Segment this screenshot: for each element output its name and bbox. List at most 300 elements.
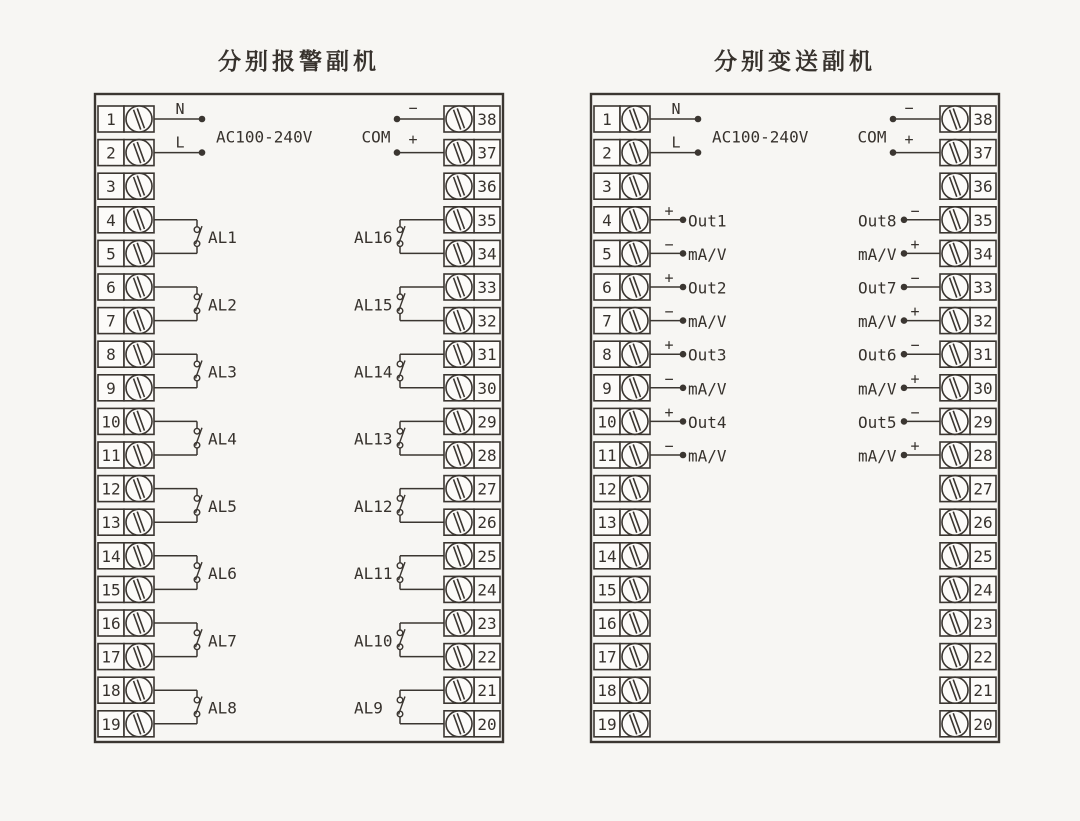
terminal-number: 33 xyxy=(973,278,993,297)
transmitter-unit-output-mA-V-30 xyxy=(858,370,940,399)
terminal-number: 12 xyxy=(597,479,617,499)
screw-terminal-icon xyxy=(622,644,648,670)
terminal-number: 35 xyxy=(973,210,993,230)
transmitter-unit-output-Out4-10 xyxy=(650,403,727,432)
relay-label: AL16 xyxy=(354,228,393,248)
alarm-unit-relay-AL15 xyxy=(354,287,444,321)
terminal-number: 2 xyxy=(106,143,116,163)
polarity-sign: − xyxy=(664,235,674,254)
connection-dot xyxy=(680,250,687,257)
transmitter-unit-terminal-24 xyxy=(940,576,996,602)
screw-terminal-icon xyxy=(126,140,152,166)
terminal-number: 9 xyxy=(106,378,116,398)
screw-terminal-icon xyxy=(622,375,648,401)
alarm-unit-terminal-22 xyxy=(444,644,500,670)
polarity-sign: − xyxy=(910,201,920,220)
terminal-number: 4 xyxy=(106,210,116,230)
terminal-number: 20 xyxy=(477,714,497,734)
alarm-unit-relay-AL4 xyxy=(154,421,237,455)
alarm-unit-relay-AL14 xyxy=(354,354,444,388)
output-label: mA/V xyxy=(688,379,727,399)
relay-label: AL4 xyxy=(208,429,237,449)
terminal-number: 37 xyxy=(973,143,993,163)
output-label: Out1 xyxy=(688,211,727,231)
alarm-unit-relay-AL12 xyxy=(354,489,444,523)
alarm-unit-terminal-20 xyxy=(444,711,500,737)
terminal-number: 27 xyxy=(477,479,497,499)
screw-terminal-icon xyxy=(446,106,472,132)
terminal-number: 37 xyxy=(477,143,497,163)
polarity-sign: + xyxy=(910,437,920,455)
terminal-number: 30 xyxy=(477,378,497,398)
polarity-sign: + xyxy=(664,269,674,287)
screw-terminal-icon xyxy=(126,677,152,703)
contact-circle xyxy=(194,630,200,636)
terminal-number: 1 xyxy=(106,110,116,129)
screw-terminal-icon xyxy=(126,476,152,502)
terminal-number: 29 xyxy=(973,412,993,432)
alarm-unit-terminal-3 xyxy=(98,173,154,199)
alarm-unit-relay-AL8 xyxy=(154,690,237,724)
screw-terminal-icon xyxy=(446,341,472,367)
terminal-number: 18 xyxy=(597,681,617,701)
live-label: L xyxy=(671,133,681,152)
transmitter-unit-terminal-9 xyxy=(594,375,650,401)
alarm-unit-terminal-33 xyxy=(444,274,500,300)
terminal-number: 31 xyxy=(477,345,497,365)
relay-label: AL1 xyxy=(208,228,237,248)
minus-sign: − xyxy=(904,99,914,117)
terminal-number: 9 xyxy=(602,378,612,398)
terminal-number: 36 xyxy=(477,177,497,197)
relay-label: AL6 xyxy=(208,564,237,584)
screw-terminal-icon xyxy=(622,173,648,199)
terminal-number: 8 xyxy=(106,345,116,365)
relay-label: AL2 xyxy=(208,295,237,315)
screw-terminal-icon xyxy=(446,308,472,334)
terminal-number: 22 xyxy=(973,647,993,667)
screw-terminal-icon xyxy=(446,543,472,569)
alarm-unit-terminal-17 xyxy=(98,644,154,670)
transmitter-unit-terminal-10 xyxy=(594,408,650,434)
transmitter-unit-terminal-22 xyxy=(940,644,996,670)
terminal-number: 14 xyxy=(101,546,121,566)
transmitter-unit-terminal-3 xyxy=(594,173,650,199)
screw-terminal-icon xyxy=(942,610,968,636)
transmitter-unit-terminal-20 xyxy=(940,711,996,737)
polarity-sign: + xyxy=(910,369,920,388)
plus-sign: + xyxy=(904,130,914,149)
screw-terminal-icon xyxy=(942,106,968,132)
terminal-number: 18 xyxy=(101,681,121,701)
alarm-unit-terminal-12 xyxy=(98,476,154,502)
terminal-number: 16 xyxy=(597,614,617,633)
output-label: Out7 xyxy=(858,278,897,298)
screw-terminal-icon xyxy=(942,408,968,434)
screw-terminal-icon xyxy=(622,308,648,334)
transmitter-unit-terminal-28 xyxy=(940,442,996,468)
transmitter-unit-output-Out8-35 xyxy=(858,202,940,231)
screw-terminal-icon xyxy=(942,677,968,703)
relay-label: AL8 xyxy=(208,698,237,718)
transmitter-unit-terminal-8 xyxy=(594,341,650,367)
screw-terminal-icon xyxy=(446,173,472,199)
alarm-unit-terminal-19 xyxy=(98,711,154,737)
output-label: mA/V xyxy=(688,446,727,466)
connection-dot xyxy=(680,385,687,392)
transmitter-unit-output-mA-V-34 xyxy=(858,235,940,264)
output-label: mA/V xyxy=(858,446,897,466)
terminal-number: 13 xyxy=(101,513,121,533)
contact-circle xyxy=(397,630,403,636)
terminal-number: 32 xyxy=(973,311,993,331)
connection-dot xyxy=(680,418,687,425)
terminal-number: 7 xyxy=(106,311,116,331)
transmitter-unit-enclosure-outline xyxy=(591,94,999,742)
alarm-unit-terminal-31 xyxy=(444,341,500,367)
screw-terminal-icon xyxy=(942,442,968,468)
transmitter-unit-terminal-13 xyxy=(594,509,650,535)
output-label: Out8 xyxy=(858,211,897,231)
output-label: mA/V xyxy=(688,244,727,264)
terminal-number: 25 xyxy=(973,546,993,566)
polarity-sign: − xyxy=(910,269,920,287)
screw-terminal-icon xyxy=(126,106,152,132)
screw-terminal-icon xyxy=(942,341,968,367)
screw-terminal-icon xyxy=(446,442,472,468)
transmitter-unit-output-mA-V-7 xyxy=(650,303,727,332)
screw-terminal-icon xyxy=(446,476,472,502)
connection-dot xyxy=(901,452,908,459)
com-label: COM xyxy=(361,127,391,147)
terminal-number: 1 xyxy=(602,110,612,129)
screw-terminal-icon xyxy=(942,543,968,569)
terminal-number: 10 xyxy=(597,412,617,432)
screw-terminal-icon xyxy=(622,240,648,266)
screw-terminal-icon xyxy=(622,711,648,737)
terminal-number: 25 xyxy=(477,546,497,566)
contact-circle xyxy=(194,697,200,703)
alarm-unit-terminal-8 xyxy=(98,341,154,367)
terminal-number: 22 xyxy=(477,647,497,667)
transmitter-unit-terminal-6 xyxy=(594,274,650,300)
transmitter-unit-output-Out1-4 xyxy=(650,202,727,231)
connection-dot xyxy=(901,284,908,291)
screw-terminal-icon xyxy=(446,644,472,670)
transmitter-unit-terminal-29 xyxy=(940,408,996,434)
transmitter-unit-terminal-25 xyxy=(940,543,996,569)
neutral-label: N xyxy=(175,100,185,118)
transmitter-unit-terminal-23 xyxy=(940,610,996,636)
transmitter-unit-terminal-18 xyxy=(594,677,650,703)
connection-dot xyxy=(901,317,908,324)
terminal-number: 35 xyxy=(477,210,497,230)
screw-terminal-icon xyxy=(942,308,968,334)
alarm-unit-terminal-27 xyxy=(444,476,500,502)
connection-dot xyxy=(901,351,908,358)
screw-terminal-icon xyxy=(622,610,648,636)
screw-terminal-icon xyxy=(942,576,968,602)
screw-terminal-icon xyxy=(622,408,648,434)
screw-terminal-icon xyxy=(622,207,648,233)
connection-dot xyxy=(680,317,687,324)
terminal-number: 34 xyxy=(973,244,993,264)
transmitter-unit-terminal-26 xyxy=(940,509,996,535)
plus-sign: + xyxy=(408,130,418,149)
transmitter-unit-terminal-34 xyxy=(940,240,996,266)
screw-terminal-icon xyxy=(126,240,152,266)
screw-terminal-icon xyxy=(126,442,152,468)
alarm-unit-terminal-32 xyxy=(444,308,500,334)
terminal-number: 17 xyxy=(101,647,121,667)
alarm-unit-relay-AL6 xyxy=(154,556,237,590)
voltage-label: AC100-240V xyxy=(712,127,809,147)
terminal-number: 38 xyxy=(477,110,497,129)
alarm-unit-enclosure-outline xyxy=(95,94,503,742)
alarm-unit-terminal-36 xyxy=(444,173,500,199)
relay-label: AL11 xyxy=(354,564,393,584)
relay-label: AL7 xyxy=(208,631,237,651)
transmitter-unit-diagram xyxy=(591,94,999,742)
screw-terminal-icon xyxy=(622,476,648,502)
terminal-number: 8 xyxy=(602,345,612,365)
connection-dot xyxy=(394,149,401,156)
connection-dot xyxy=(901,217,908,224)
terminal-number: 5 xyxy=(106,244,116,264)
polarity-sign: − xyxy=(664,437,674,455)
screw-terminal-icon xyxy=(446,610,472,636)
alarm-unit-terminal-38 xyxy=(444,106,500,132)
terminal-number: 24 xyxy=(973,580,993,600)
alarm-unit-terminal-2 xyxy=(98,140,154,166)
screw-terminal-icon xyxy=(126,207,152,233)
alarm-unit-relay-AL11 xyxy=(354,556,444,590)
terminal-number: 16 xyxy=(101,614,121,633)
screw-terminal-icon xyxy=(622,274,648,300)
screw-terminal-icon xyxy=(942,711,968,737)
alarm-unit-relay-AL3 xyxy=(154,354,237,388)
transmitter-unit-terminal-32 xyxy=(940,308,996,334)
alarm-unit-terminal-6 xyxy=(98,274,154,300)
alarm-unit-terminal-35 xyxy=(444,207,500,233)
terminal-number: 14 xyxy=(597,546,617,566)
alarm-unit-relay-AL2 xyxy=(154,287,237,321)
screw-terminal-icon xyxy=(126,610,152,636)
transmitter-unit-output-mA-V-11 xyxy=(650,437,727,466)
terminal-number: 13 xyxy=(597,513,617,533)
screw-terminal-icon xyxy=(942,509,968,535)
live-label: L xyxy=(175,133,185,152)
screw-terminal-icon xyxy=(126,711,152,737)
screw-terminal-icon xyxy=(942,476,968,502)
contact-circle xyxy=(194,294,200,300)
terminal-number: 26 xyxy=(477,513,497,533)
alarm-unit-terminal-37 xyxy=(444,140,500,166)
connection-dot xyxy=(680,351,687,358)
alarm-unit-terminal-10 xyxy=(98,408,154,434)
output-label: Out5 xyxy=(858,412,897,432)
transmitter-unit-output-mA-V-32 xyxy=(858,303,940,332)
screw-terminal-icon xyxy=(942,240,968,266)
minus-sign: − xyxy=(408,99,418,117)
alarm-unit-terminal-9 xyxy=(98,375,154,401)
voltage-label: AC100-240V xyxy=(216,127,313,147)
alarm-unit-terminal-26 xyxy=(444,509,500,535)
screw-terminal-icon xyxy=(446,140,472,166)
screw-terminal-icon xyxy=(446,711,472,737)
relay-label: AL3 xyxy=(208,362,237,382)
terminal-number: 36 xyxy=(973,177,993,197)
output-label: Out6 xyxy=(858,345,897,365)
relay-label: AL12 xyxy=(354,496,393,516)
alarm-unit-terminal-14 xyxy=(98,543,154,569)
connection-dot xyxy=(890,116,897,123)
connection-dot xyxy=(680,452,687,459)
terminal-number: 5 xyxy=(602,244,612,264)
com-label: COM xyxy=(857,127,887,147)
contact-circle xyxy=(397,697,403,703)
terminal-number: 3 xyxy=(106,177,116,197)
transmitter-unit-terminal-7 xyxy=(594,308,650,334)
screw-terminal-icon xyxy=(126,543,152,569)
screw-terminal-icon xyxy=(622,442,648,468)
connection-dot xyxy=(901,250,908,257)
alarm-unit-terminal-24 xyxy=(444,576,500,602)
screw-terminal-icon xyxy=(446,375,472,401)
transmitter-unit-terminal-21 xyxy=(940,677,996,703)
screw-terminal-icon xyxy=(942,644,968,670)
screw-terminal-icon xyxy=(622,341,648,367)
terminal-number: 19 xyxy=(597,714,617,734)
terminal-number: 32 xyxy=(477,311,497,331)
relay-label: AL5 xyxy=(208,496,237,516)
alarm-unit-terminal-23 xyxy=(444,610,500,636)
transmitter-unit-terminal-35 xyxy=(940,207,996,233)
output-label: Out2 xyxy=(688,278,727,298)
relay-label: AL15 xyxy=(354,295,393,315)
terminal-number: 4 xyxy=(602,210,612,230)
transmitter-unit-terminal-31 xyxy=(940,341,996,367)
contact-circle xyxy=(397,361,403,367)
transmitter-unit-terminal-19 xyxy=(594,711,650,737)
screw-terminal-icon xyxy=(622,106,648,132)
terminal-number: 3 xyxy=(602,177,612,197)
alarm-unit-terminal-13 xyxy=(98,509,154,535)
terminal-number: 24 xyxy=(477,580,497,600)
connection-dot xyxy=(680,284,687,291)
connection-dot xyxy=(901,385,908,392)
screw-terminal-icon xyxy=(126,644,152,670)
transmitter-unit-terminal-4 xyxy=(594,207,650,233)
alarm-unit-terminal-18 xyxy=(98,677,154,703)
alarm-unit-relay-AL1 xyxy=(154,220,237,254)
transmitter-unit-terminal-15 xyxy=(594,576,650,602)
transmitter-unit-output-Out6-31 xyxy=(858,336,940,365)
alarm-unit-terminal-5 xyxy=(98,240,154,266)
contact-circle xyxy=(194,563,200,569)
output-label: Out3 xyxy=(688,345,727,365)
relay-label: AL10 xyxy=(354,631,393,651)
screw-terminal-icon xyxy=(942,173,968,199)
contact-circle xyxy=(397,227,403,233)
alarm-unit-terminal-29 xyxy=(444,408,500,434)
alarm-unit-terminal-21 xyxy=(444,677,500,703)
screw-terminal-icon xyxy=(446,408,472,434)
alarm-unit-diagram xyxy=(95,94,503,742)
terminal-number: 21 xyxy=(973,681,993,701)
transmitter-unit-terminal-30 xyxy=(940,375,996,401)
screw-terminal-icon xyxy=(622,509,648,535)
alarm-unit-terminal-4 xyxy=(98,207,154,233)
screw-terminal-icon xyxy=(446,576,472,602)
alarm-unit-relay-AL5 xyxy=(154,489,237,523)
alarm-unit-terminal-1 xyxy=(98,106,154,132)
transmitter-unit-output-Out2-6 xyxy=(650,269,727,298)
screw-terminal-icon xyxy=(126,509,152,535)
alarm-panel-title: 分别报警副机 xyxy=(218,48,380,75)
terminal-number: 27 xyxy=(973,479,993,499)
neutral-label: N xyxy=(671,100,681,118)
alarm-unit-terminal-15 xyxy=(98,576,154,602)
alarm-unit-terminal-11 xyxy=(98,442,154,468)
screw-terminal-icon xyxy=(622,140,648,166)
terminal-number: 6 xyxy=(602,278,612,297)
transmitter-unit-terminal-11 xyxy=(594,442,650,468)
contact-circle xyxy=(194,428,200,434)
terminal-number: 21 xyxy=(477,681,497,701)
transmitter-unit-output-mA-V-9 xyxy=(650,370,727,399)
output-label: mA/V xyxy=(858,379,897,399)
screw-terminal-icon xyxy=(942,207,968,233)
polarity-sign: − xyxy=(910,403,920,422)
polarity-sign: + xyxy=(664,201,674,220)
polarity-sign: + xyxy=(664,336,674,355)
transmitter-unit-output-Out5-29 xyxy=(858,403,940,432)
screw-terminal-icon xyxy=(942,375,968,401)
transmitter-unit-output-mA-V-28 xyxy=(858,437,940,466)
terminal-number: 29 xyxy=(477,412,497,432)
transmitter-unit-power-wiring xyxy=(650,99,940,156)
screw-terminal-icon xyxy=(942,140,968,166)
terminal-number: 19 xyxy=(101,714,121,734)
output-label: mA/V xyxy=(858,312,897,332)
alarm-unit-relay-AL10 xyxy=(354,623,444,657)
screw-terminal-icon xyxy=(622,677,648,703)
polarity-sign: − xyxy=(910,336,920,355)
connection-dot xyxy=(890,149,897,156)
contact-circle xyxy=(397,428,403,434)
alarm-unit-terminal-25 xyxy=(444,543,500,569)
screw-terminal-icon xyxy=(622,576,648,602)
transmitter-unit-terminal-14 xyxy=(594,543,650,569)
screw-terminal-icon xyxy=(446,207,472,233)
polarity-sign: − xyxy=(664,302,674,321)
transmitter-unit-terminal-2 xyxy=(594,140,650,166)
alarm-unit-terminal-7 xyxy=(98,308,154,334)
alarm-unit-terminal-30 xyxy=(444,375,500,401)
transmitter-unit-terminal-5 xyxy=(594,240,650,266)
connection-dot xyxy=(695,149,702,156)
terminal-number: 2 xyxy=(602,143,612,163)
terminal-number: 15 xyxy=(597,580,617,600)
screw-terminal-icon xyxy=(126,173,152,199)
alarm-unit-terminal-28 xyxy=(444,442,500,468)
output-label: mA/V xyxy=(858,244,897,264)
polarity-sign: + xyxy=(910,235,920,254)
connection-dot xyxy=(199,149,206,156)
terminal-number: 31 xyxy=(973,345,993,365)
terminal-number: 11 xyxy=(101,446,121,465)
